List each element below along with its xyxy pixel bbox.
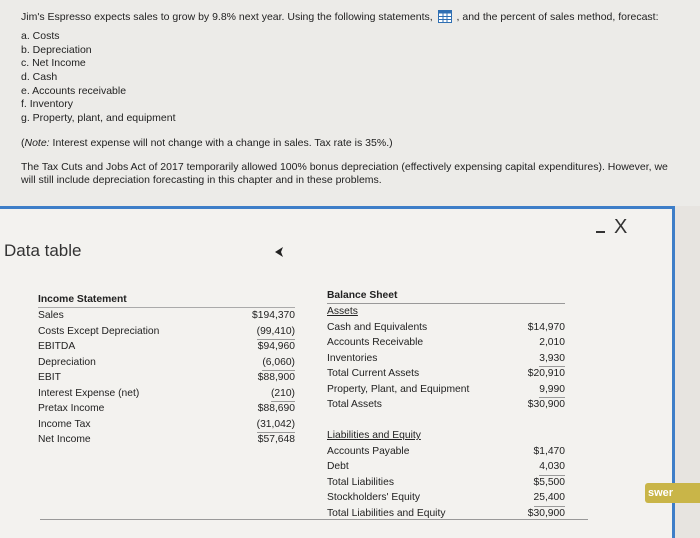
row-label: Sales <box>38 310 64 321</box>
row-label: Costs Except Depreciation <box>38 325 160 337</box>
assets-heading: Assets <box>327 306 358 317</box>
row-label: Property, Plant, and Equipment <box>327 383 470 395</box>
list-item: g. Property, plant, and equipment <box>21 112 176 125</box>
data-table-icon[interactable] <box>438 10 452 23</box>
table-row <box>327 366 565 382</box>
row-value: 9,990 <box>539 382 565 399</box>
row-value: $5,500 <box>533 476 565 488</box>
row-label: Total Liabilities <box>327 476 394 488</box>
popup-title: Data table <box>4 241 82 260</box>
income-statement <box>38 293 295 448</box>
table-row <box>327 382 565 398</box>
row-label: Depreciation <box>38 356 96 368</box>
row-value: 3,930 <box>539 351 565 368</box>
table-row <box>38 355 295 371</box>
liabilities-heading: Liabilities and Equity <box>327 430 421 441</box>
note-label: Note: <box>24 137 50 149</box>
row-label: Total Assets <box>327 399 382 410</box>
row-value: $88,900 <box>257 372 295 383</box>
row-label: Stockholders' Equity <box>327 492 420 503</box>
row-value: (210) <box>271 386 295 403</box>
row-value: $20,910 <box>527 368 565 379</box>
list-item: c. Net Income <box>21 57 86 70</box>
row-value: 25,400 <box>534 490 566 507</box>
list-item: f. Inventory <box>21 98 73 111</box>
row-label: Debt <box>327 461 349 472</box>
question-panel <box>0 0 700 206</box>
minimize-icon[interactable] <box>596 231 605 233</box>
row-label: Inventories <box>327 352 378 364</box>
row-label: EBIT <box>38 372 61 383</box>
list-item: e. Accounts receivable <box>21 84 127 97</box>
divider <box>40 519 588 520</box>
answer-button[interactable]: swer <box>645 483 700 503</box>
row-label: Accounts Receivable <box>327 337 424 348</box>
row-value: $94,960 <box>257 341 295 352</box>
tax-note: The Tax Cuts and Jobs Act of 2017 temporarily allowed 100% bonus depreciation (effectively expensing capital expenditures). However, we will still include depreciation forecasting in this chapter and in these problems. <box>21 161 668 186</box>
intro-text: Jim's Espresso expects sales to grow by 9.8% next year. Using the following statements, <box>21 11 433 23</box>
row-value: (6,060) <box>262 355 295 372</box>
note-text: Interest expense will not change with a change in sales. Tax rate is 35%.) <box>49 137 393 149</box>
note-paren: ( <box>21 137 25 149</box>
table-row <box>38 417 295 433</box>
table-row <box>327 397 565 413</box>
row-value: $57,648 <box>257 434 295 445</box>
table-row <box>327 490 565 506</box>
income-statement-header: Income Statement <box>38 293 295 308</box>
balance-sheet-header: Balance Sheet <box>327 290 398 301</box>
row-label: Cash and Equivalents <box>327 321 428 333</box>
table-row <box>38 324 295 340</box>
cursor-icon <box>275 247 287 257</box>
list-item: d. Cash <box>21 71 58 84</box>
row-value: $30,900 <box>527 399 565 410</box>
table-row <box>38 401 295 417</box>
row-label: EBITDA <box>38 341 76 352</box>
assets-heading-row <box>327 303 565 320</box>
row-label: Pretax Income <box>38 403 105 414</box>
row-value: (31,042) <box>257 417 295 434</box>
table-row <box>327 444 565 460</box>
table-row <box>38 339 295 355</box>
forecast-list <box>21 29 176 125</box>
table-row <box>38 370 295 386</box>
table-row <box>327 475 565 491</box>
table-row <box>38 432 295 448</box>
table-row <box>38 386 295 402</box>
row-value: $194,370 <box>252 310 295 321</box>
row-label: Total Liabilities and Equity <box>327 507 446 519</box>
row-value: 2,010 <box>539 337 565 348</box>
spacer-row <box>327 413 565 429</box>
row-value: $88,690 <box>257 403 295 414</box>
row-label: Net Income <box>38 434 91 445</box>
liabilities-heading-row <box>327 428 565 444</box>
table-row <box>327 335 565 351</box>
question-intro <box>21 10 659 24</box>
table-row <box>327 459 565 475</box>
balance-sheet <box>327 288 565 521</box>
row-value: (99,410) <box>257 324 295 341</box>
row-value: $30,900 <box>527 507 565 519</box>
close-icon[interactable]: X <box>614 216 628 238</box>
list-item: b. Depreciation <box>21 43 92 56</box>
intro-text-end: , and the percent of sales method, forecast: <box>456 11 659 23</box>
table-row <box>38 308 295 324</box>
table-row <box>327 320 565 336</box>
row-label: Total Current Assets <box>327 368 420 379</box>
row-label: Accounts Payable <box>327 445 410 457</box>
list-item: a. Costs <box>21 30 60 42</box>
row-label: Interest Expense (net) <box>38 387 140 399</box>
row-label: Income Tax <box>38 418 91 430</box>
row-value: 4,030 <box>539 459 565 476</box>
table-row <box>327 351 565 367</box>
data-table-popup <box>0 206 675 538</box>
note <box>21 136 393 150</box>
row-value: $1,470 <box>533 445 565 457</box>
row-value: $14,970 <box>527 321 565 333</box>
